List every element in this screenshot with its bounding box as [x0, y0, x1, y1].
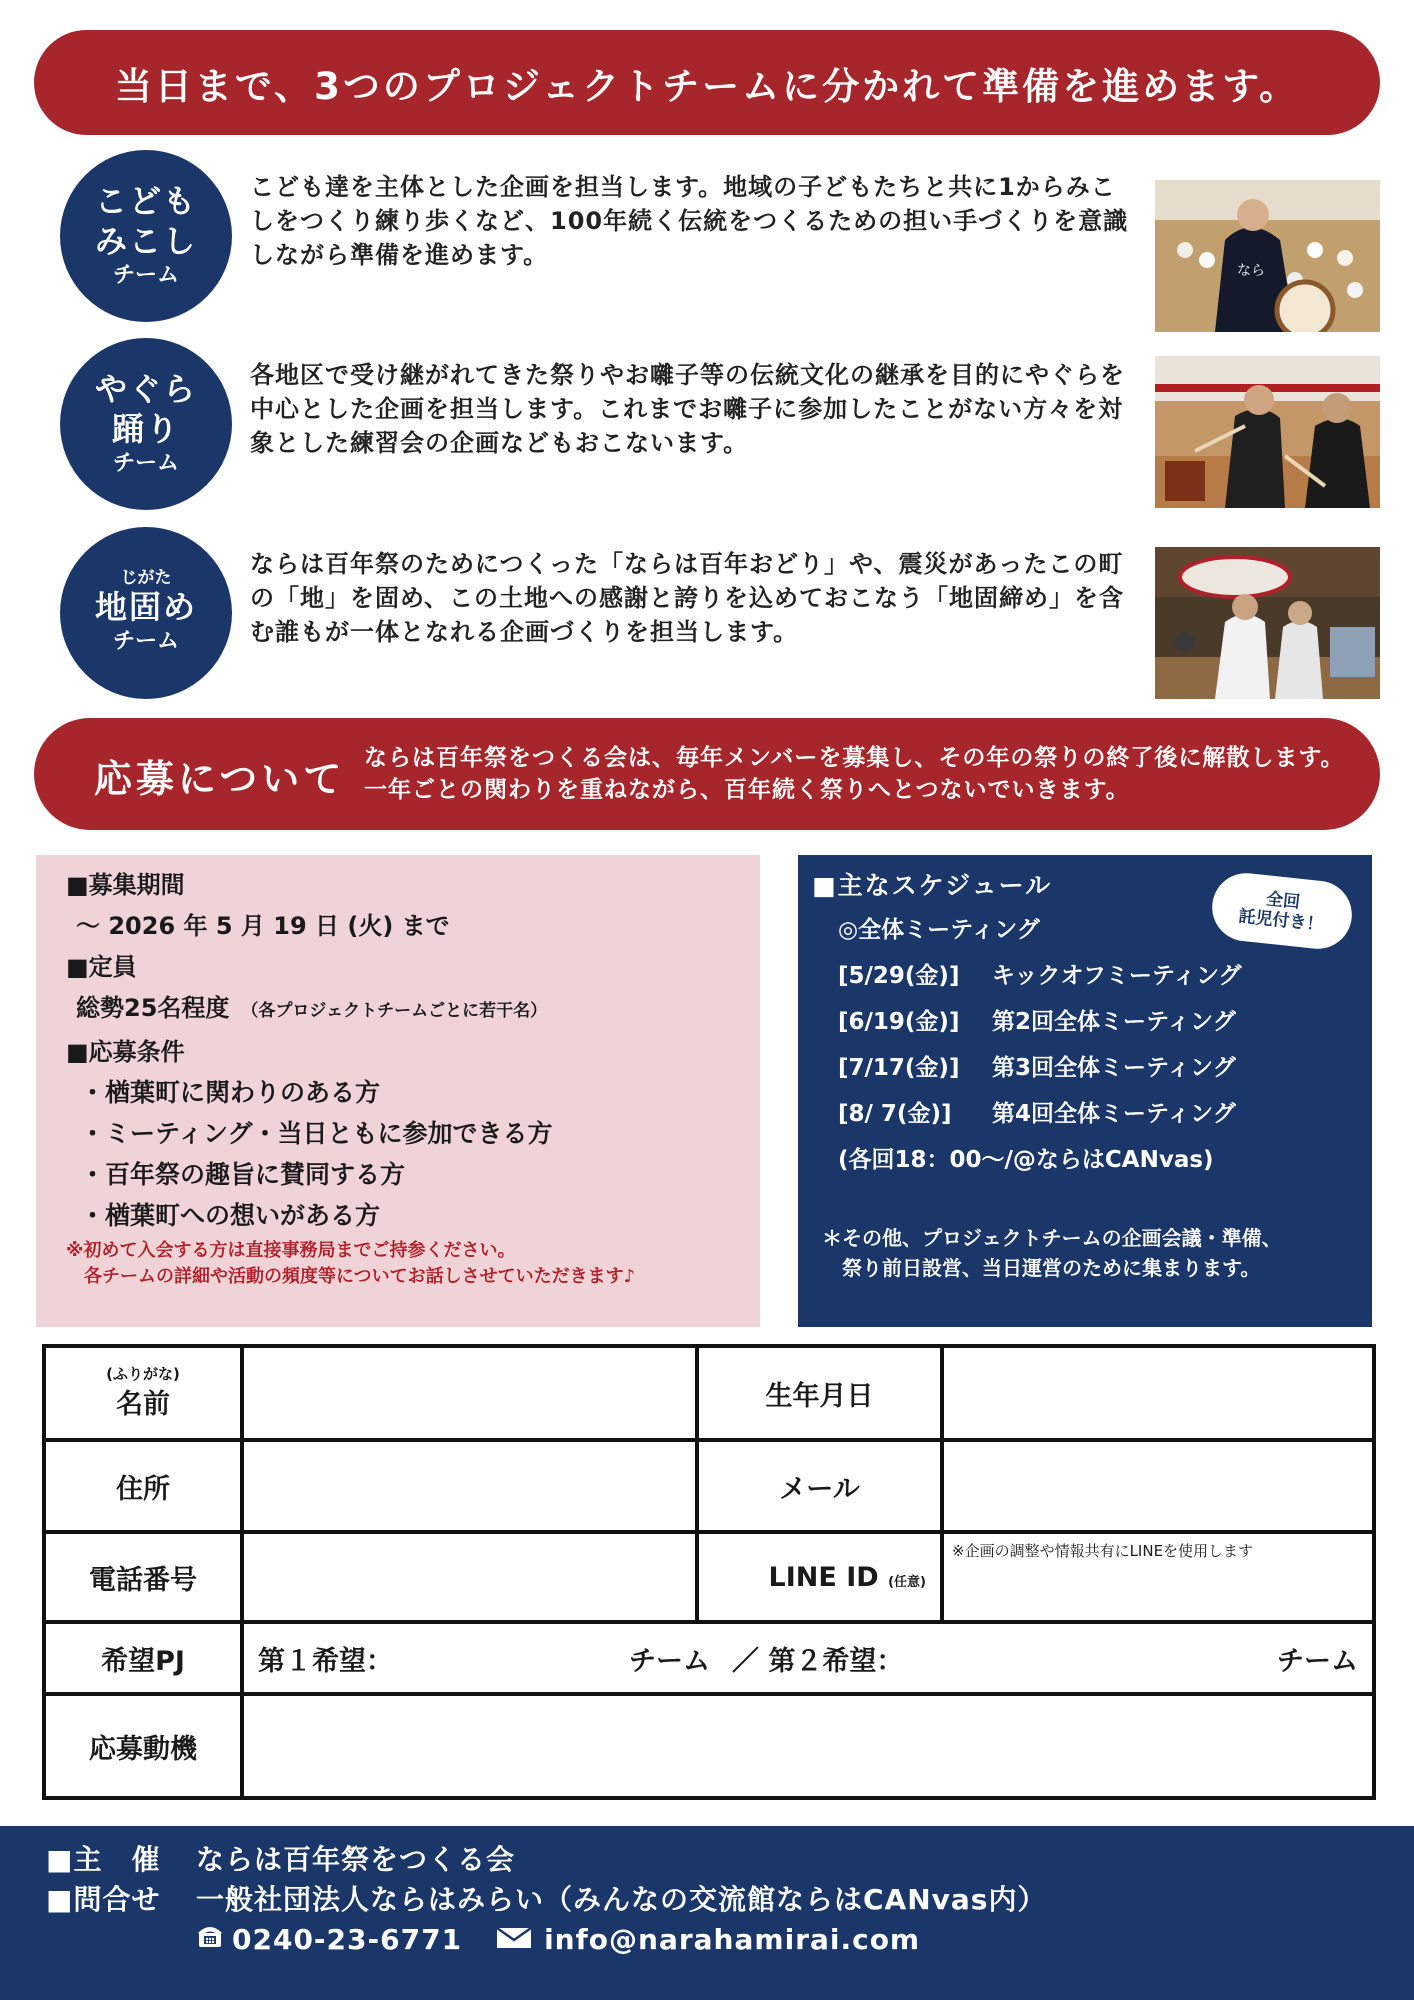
motive-field[interactable] — [242, 1694, 1374, 1798]
condition-item: ・楢葉町に関わりのある方 — [80, 1078, 381, 1107]
footer — [0, 1826, 1414, 2000]
capacity-label: ■定員 — [66, 953, 137, 981]
schedule-footnote — [822, 1223, 1282, 1283]
phone-number[interactable]: 0240-23-6771 — [232, 1923, 463, 1956]
period-value: ～ 2026 年 5 月 19 日 (火) まで — [76, 912, 450, 940]
team-yagura-odori — [60, 338, 1380, 518]
application-form — [42, 1344, 1376, 1800]
email-address[interactable]: info@narahamirai.com — [544, 1923, 921, 1956]
team-description: 各地区で受け継がれてきた祭りやお囃子等の伝統文化の継承を目的にやぐらを中心とした企画を担当します。これまでお囃子に参加したことがない方々を対象とした練習会の企画などもおこないます。 — [250, 361, 1125, 457]
team-word-2: チーム — [1277, 1645, 1358, 1677]
apply-banner — [34, 718, 1380, 830]
name-text: 名前 — [116, 1388, 170, 1420]
schedule-event: 第2回全体ミーティング — [992, 1009, 1236, 1035]
capacity-note: （各プロジェクトチームごとに若干名） — [241, 1001, 548, 1021]
form-row-motive — [44, 1694, 1374, 1798]
email-field[interactable] — [942, 1440, 1374, 1532]
host-name: ならは百年祭をつくる会 — [196, 1843, 516, 1876]
schedule-date: [6/19(金)] — [838, 1009, 960, 1035]
schedule-date: [8/ 7(金)] — [838, 1101, 952, 1127]
team-photo — [1155, 180, 1380, 332]
schedule-item — [812, 1045, 1358, 1091]
condition-item: ・楢葉町への想いがある方 — [80, 1201, 381, 1230]
schedule — [798, 855, 1372, 1327]
condition-item: ・百年祭の趣旨に賛同する方 — [80, 1160, 406, 1189]
line-id-label — [697, 1532, 942, 1622]
contact-details — [46, 1920, 1368, 1960]
team-description: ならは百年祭のためにつくった「ならは百年おどり」や、震災があったこの町の「地」を固め、この土地への感謝と誇りを込めておこなう「地固締め」を含む誰もが一体となれる企画づくりを担当します。 — [250, 550, 1125, 646]
team-name-ruby: じがた — [120, 568, 172, 588]
team-suffix: チーム — [112, 629, 179, 654]
recruitment-info — [36, 855, 760, 1327]
team-photo — [1155, 547, 1380, 699]
team-kodomo-mikoshi — [60, 150, 1380, 330]
childcare-badge-line2: 託児付き！ — [1237, 906, 1325, 936]
email-label: メール — [697, 1440, 942, 1532]
condition-item: ・ミーティング・当日ともに参加できる方 — [80, 1119, 553, 1148]
recruit-note-2: 各チームの詳細や活動の頻度等についてお話しさせていただきます♪ — [66, 1266, 636, 1287]
schedule-item — [812, 999, 1358, 1045]
first-choice-label: 第１希望： — [258, 1645, 393, 1677]
line-id-field[interactable] — [942, 1532, 1374, 1622]
capacity — [66, 987, 730, 1032]
phone-field[interactable] — [242, 1532, 697, 1622]
line-id-note: ※企画の調整や情報共有にLINEを使用します — [952, 1542, 1254, 1560]
team-badge — [60, 150, 232, 322]
team-badge — [60, 338, 232, 510]
project-choices — [258, 1639, 1358, 1678]
birthday-label: 生年月日 — [697, 1346, 942, 1440]
address-field[interactable] — [242, 1440, 697, 1532]
form-row-project — [44, 1622, 1374, 1694]
schedule-foot-2: 祭り前日設営、当日運営のために集まります。 — [822, 1256, 1261, 1280]
address-label: 住所 — [44, 1440, 242, 1532]
recruit-note-1: ※初めて入会する方は直接事務局までご持参ください。 — [66, 1240, 516, 1261]
schedule-event: キックオフミーティング — [992, 963, 1242, 989]
form-row-address — [44, 1440, 1374, 1532]
project-field[interactable] — [242, 1622, 1374, 1694]
schedule-foot-1: ＊その他、プロジェクトチームの企画会議・準備、 — [822, 1226, 1282, 1250]
team-description: こども達を主体とした企画を担当します。地域の子どもたちと共に1からみこしをつくり練り歩くなど、100年続く伝統をつくるための担い手づくりを意識しながら準備を進めます。 — [250, 173, 1129, 269]
team-photo — [1155, 356, 1380, 508]
schedule-subtitle: ◎全体ミーティング — [838, 917, 1040, 943]
team-name-line2: 踊り — [111, 410, 180, 448]
team-badge — [60, 527, 232, 699]
name-label — [44, 1346, 242, 1440]
team-suffix: チーム — [112, 451, 179, 476]
conditions-label: ■応募条件 — [66, 1038, 185, 1066]
birthday-field[interactable] — [942, 1346, 1374, 1440]
team-name-line1: 地固め — [94, 588, 197, 626]
schedule-title: ■主なスケジュール — [812, 871, 1053, 900]
contact-org: 一般社団法人ならはみらい（みんなの交流館ならはCANvas内） — [196, 1883, 1047, 1916]
phone-icon — [196, 1920, 224, 1960]
host-row — [46, 1840, 1368, 1880]
schedule-date: [7/17(金)] — [838, 1055, 960, 1081]
team-suffix: チーム — [112, 263, 179, 288]
contact-row — [46, 1880, 1368, 1920]
name-field[interactable] — [242, 1346, 697, 1440]
svg-text:なら: なら — [1237, 263, 1265, 279]
team-jigatame — [60, 527, 1380, 707]
phone-label: 電話番号 — [44, 1532, 242, 1622]
apply-body: ならは百年祭をつくる会は、毎年メンバーを募集し、その年の祭りの終了後に解散します。一年ごとの関わりを重ねながら、百年続く祭りへとつないでいきます。 — [364, 745, 1345, 803]
capacity-value: 総勢25名程度 — [76, 994, 230, 1022]
team-name-line2: みこし — [94, 222, 197, 260]
team-name-line1: やぐら — [94, 370, 197, 408]
childcare-badge-line1: 全回 — [1265, 889, 1301, 913]
host-label: ■主 催 — [46, 1843, 161, 1876]
form-row-phone — [44, 1532, 1374, 1622]
line-id-text: LINE ID — [768, 1561, 879, 1593]
schedule-event: 第4回全体ミーティング — [992, 1101, 1236, 1127]
motive-label: 応募動機 — [44, 1694, 242, 1798]
team-name-line1: こども — [94, 182, 197, 220]
second-choice-label: ／ 第２希望： — [732, 1645, 904, 1677]
project-label: 希望PJ — [44, 1622, 242, 1694]
mail-icon — [496, 1920, 532, 1960]
schedule-time-text: (各回18：00～/@ならはCANvas) — [838, 1147, 1214, 1173]
schedule-item — [812, 1091, 1358, 1137]
schedule-time — [812, 1137, 1358, 1183]
line-id-optional: (任意) — [888, 1574, 926, 1590]
top-banner-text: 当日まで、3つのプロジェクトチームに分かれて準備を進めます。 — [114, 64, 1300, 108]
team-word-1: チーム — [629, 1645, 710, 1677]
form-row-name — [44, 1346, 1374, 1440]
period-label: ■募集期間 — [66, 871, 185, 899]
contact-label: ■問合せ — [46, 1883, 161, 1916]
name-ruby: (ふりがな) — [106, 1364, 180, 1383]
schedule-date: [5/29(金)] — [838, 963, 960, 989]
schedule-item — [812, 953, 1358, 999]
schedule-event: 第3回全体ミーティング — [992, 1055, 1236, 1081]
top-banner — [34, 30, 1380, 135]
apply-title: 応募について — [94, 757, 346, 801]
